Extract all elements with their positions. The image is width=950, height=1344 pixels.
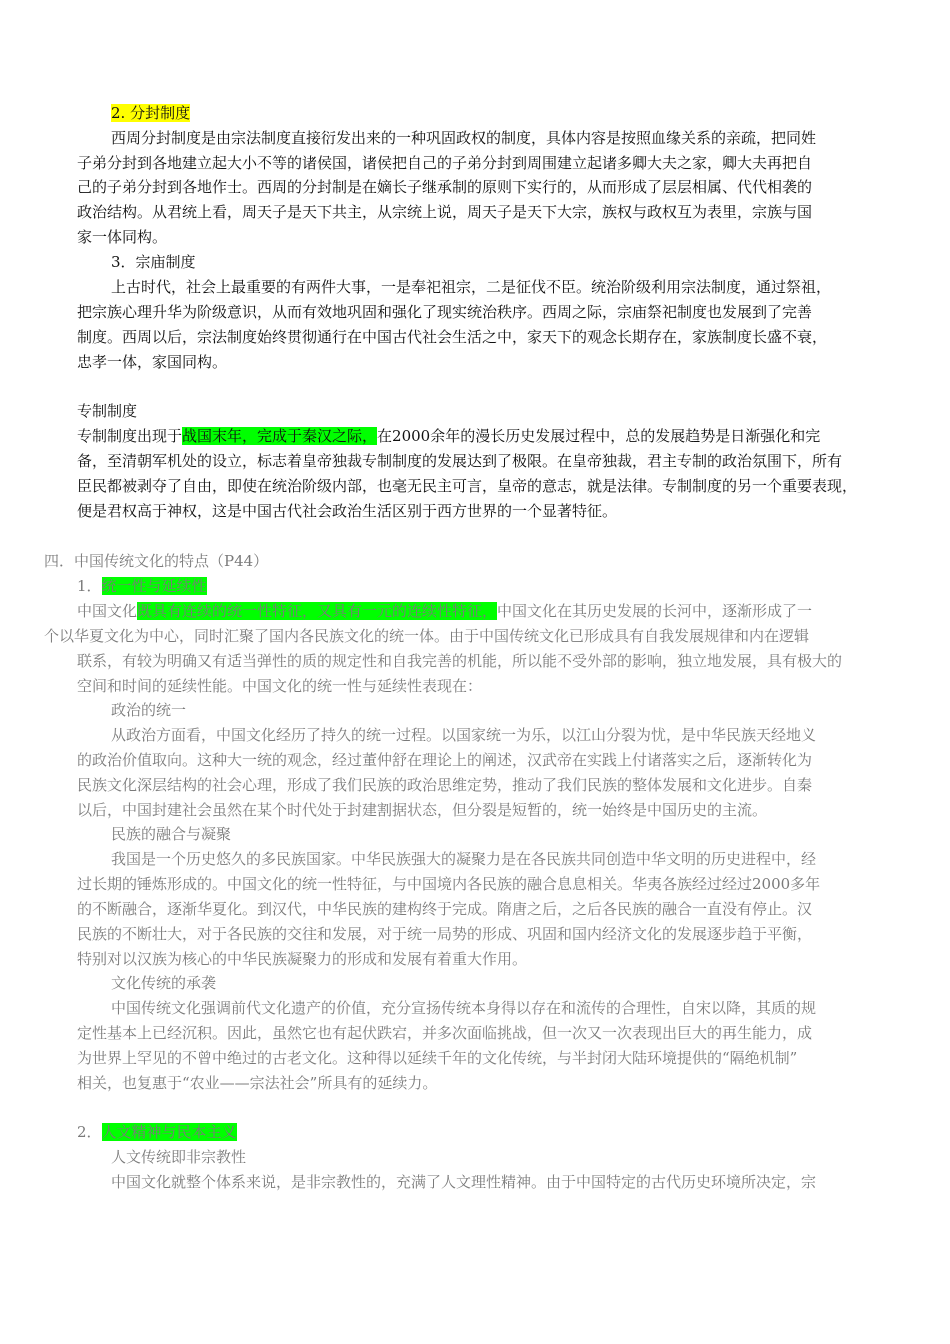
highlight-green: 人文精神与民本主义	[101, 1123, 237, 1141]
paragraph-line: 空间和时间的延续性能。中国文化的统一性与延续性表现在：	[77, 677, 483, 695]
paragraph-line: 己的子弟分封到各地作士。西周的分封制是在嫡长子继承制的原则下实行的，从而形成了层层相属、代代相袭的	[77, 178, 813, 196]
paragraph-line: 家一体同构。	[77, 228, 168, 246]
autocracy-heading: 专制制度	[77, 402, 138, 420]
paragraph-line: 臣民都被剥夺了自由，即使在统治阶级内部，也毫无民主可言，皇帝的意志，就是法律。专制制度的另一个重要表现，	[77, 477, 858, 495]
humanism-heading: 人文传统即非宗教性	[111, 1148, 247, 1166]
paragraph-line: 制度。西周以后，宗法制度始终贯彻通行在中国古代社会生活之中，家天下的观念长期存在，家族制度长盛不衰，	[77, 328, 828, 346]
ethnic-heading: 民族的融合与凝聚	[111, 825, 232, 843]
paragraph-line: 民族的不断壮大，对于各民族的交往和发展，对于统一局势的形成、巩固和国内经济文化的发展逐步趋于平衡，	[77, 925, 813, 943]
paragraph-line: 联系，有较为明确又有适当弹性的质的规定性和自我完善的机能，所以能不受外部的影响，独立地发展，具有极大的	[77, 652, 843, 670]
paragraph-line: 的政治价值取向。这种大一统的观念，经过董仲舒在理论上的阐述，汉武帝在实践上付诸落实之后，逐渐转化为	[77, 751, 813, 769]
tradition-heading: 文化传统的承袭	[111, 974, 217, 992]
paragraph-line: 从政治方面看，中国文化经历了持久的统一过程。以国家统一为乐，以江山分裂为忧，是中华民族天经地义	[111, 726, 817, 744]
part4-heading: 四．中国传统文化的特点（P44）	[44, 552, 269, 570]
highlight-green: 战国末年，完成于秦汉之际，	[182, 427, 378, 445]
paragraph-line: 西周分封制度是由宗法制度直接衍发出来的一种巩固政权的制度，具体内容是按照血缘关系的亲疏，把同姓	[111, 129, 817, 147]
section2-heading	[111, 101, 190, 125]
highlight-yellow: 2. 分封制度	[111, 104, 191, 122]
politics-heading: 政治的统一	[111, 701, 187, 719]
paragraph-line: 的不断融合，逐渐华夏化。到汉代，中华民族的建构终于完成。隋唐之后，之后各民族的融合一直没有停止。汉	[77, 900, 813, 918]
paragraph-line: 中国文化就整个体系来说，是非宗教性的，充满了人文理性精神。由于中国特定的古代历史环境所决定，宗	[111, 1173, 817, 1191]
paragraph-line: 便是君权高于神权，这是中国古代社会政治生活区别于西方世界的一个显著特征。	[77, 502, 618, 520]
paragraph-line: 为世界上罕见的不曾中绝过的古老文化。这种得以延续千年的文化传统，与半封闭大陆环境提供的“隔绝机制”	[77, 1049, 798, 1067]
highlight-green: 既具有连续的统一性特征，又具有一元的连续性特征，	[137, 602, 498, 620]
paragraph-line: 忠孝一体，家国同构。	[77, 353, 228, 371]
paragraph-line: 定性基本上已经沉积。因此，虽然它也有起伏跌宕，并多次面临挑战，但一次又一次表现出巨大的再生能力，成	[77, 1024, 813, 1042]
paragraph-line: 上古时代，社会上最重要的有两件大事，一是奉祀祖宗，二是征伐不臣。统治阶级利用宗法制度，通过祭祖，	[111, 278, 832, 296]
paragraph-line: 子弟分封到各地建立起大小不等的诸侯国，诸侯把自己的子弟分封到周围建立起诸多卿大夫之家，卿大夫再把自	[77, 154, 813, 172]
paragraph-line: 过长期的锤炼形成的。中国文化的统一性特征，与中国境内各民族的融合息息相关。华夷各族经过经过2000多年	[77, 875, 821, 893]
paragraph-line: 民族文化深层结构的社会心理，形成了我们民族的政治思维定势，推动了我们民族的整体发展和文化进步。自秦	[77, 776, 813, 794]
paragraph-line: 专制制度出现于战国末年，完成于秦汉之际，在2000余年的漫长历史发展过程中，总的发展趋势是日渐强化和完	[77, 427, 821, 445]
paragraph-line: 个以华夏文化为中心，同时汇聚了国内各民族文化的统一体。由于中国传统文化已形成具有自我发展规律和内在逻辑	[44, 627, 810, 645]
paragraph-line: 备，至清朝军机处的设立，标志着皇帝独裁专制制度的发展达到了极限。在皇帝独裁，君主专制的政治氛围下，所有	[77, 452, 843, 470]
highlight-green: 统一性与延续性	[101, 577, 207, 595]
section3-heading: 3．宗庙制度	[111, 253, 196, 271]
paragraph-line: 特别对以汉族为核心的中华民族凝聚力的形成和发展有着重大作用。	[77, 950, 528, 968]
paragraph-line: 相关，也复惠于“农业——宗法社会”所具有的延续力。	[77, 1074, 438, 1092]
subsection1-heading: 1．统一性与延续性	[77, 577, 207, 595]
paragraph-line: 以后，中国封建社会虽然在某个时代处于封建割据状态，但分裂是短暂的，统一始终是中国历史的主流。	[77, 801, 768, 819]
paragraph-line: 把宗族心理升华为阶级意识，从而有效地巩固和强化了现实统治秩序。西周之际，宗庙祭祀制度也发展到了完善	[77, 303, 813, 321]
paragraph-line: 中国文化既具有连续的统一性特征，又具有一元的连续性特征，中国文化在其历史发展的长河中，逐渐形成了一	[77, 602, 813, 620]
paragraph-line: 政治结构。从君统上看，周天子是天下共主，从宗统上说，周天子是天下大宗，族权与政权互为表里，宗族与国	[77, 203, 813, 221]
paragraph-line: 中国传统文化强调前代文化遗产的价值，充分宣扬传统本身得以存在和流传的合理性，自宋以降，其质的规	[111, 999, 817, 1017]
paragraph-line: 我国是一个历史悠久的多民族国家。中华民族强大的凝聚力是在各民族共同创造中华文明的历史进程中，经	[111, 850, 817, 868]
subsection2-heading: 2．人文精神与民本主义	[77, 1123, 237, 1141]
